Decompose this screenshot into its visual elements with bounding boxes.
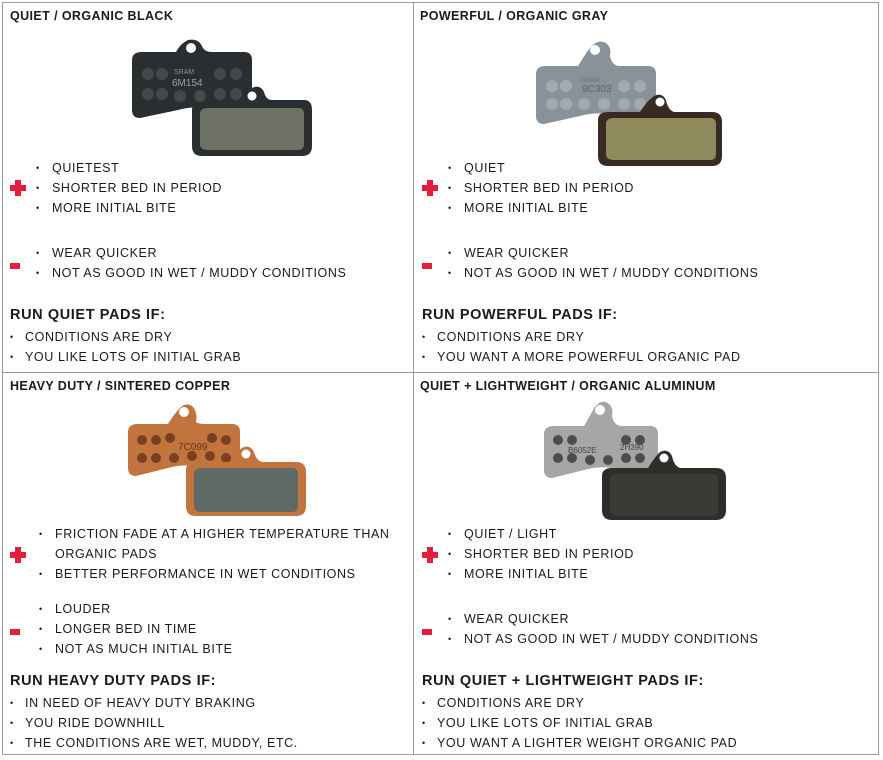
run-if-item: • CONDITIONS ARE DRY [420,693,737,713]
cons-list [448,609,758,649]
cell-title: QUIET / ORGANIC BLACK [10,9,174,23]
con-item: • WEAR QUICKER [448,243,758,263]
con-item: • NOT AS GOOD IN WET / MUDDY CONDITIONS [448,629,758,649]
pro-item: • MORE INITIAL BITE [36,198,222,218]
plus-icon [422,547,438,563]
cons-list [448,243,758,283]
run-if-list [420,327,741,367]
pad-code-secondary: B6052E [568,446,597,455]
con-item: • NOT AS GOOD IN WET / MUDDY CONDITIONS [448,263,758,283]
cell-title: QUIET + LIGHTWEIGHT / ORGANIC ALUMINUM [420,379,716,393]
cons-list [36,243,346,283]
cell-title: HEAVY DUTY / SINTERED COPPER [10,379,231,393]
pros-list [39,524,390,584]
run-if-heading: RUN HEAVY DUTY PADS IF: [10,673,217,689]
cell-title: POWERFUL / ORGANIC GRAY [420,9,609,23]
run-if-item: • YOU WANT A LIGHTER WEIGHT ORGANIC PAD [420,733,737,753]
con-item: • NOT AS GOOD IN WET / MUDDY CONDITIONS [36,263,346,283]
run-if-list [420,693,737,753]
run-if-heading: RUN QUIET PADS IF: [10,307,166,323]
pad-code: 6M154 [172,78,203,89]
minus-icon [422,263,432,269]
pro-item: • QUIET / LIGHT [448,524,634,544]
pad-code: 7C099 [178,442,208,453]
plus-icon [10,547,26,563]
pro-item: • QUIET [448,158,634,178]
brake-pad-image-black [128,38,318,160]
pros-list [448,158,634,218]
minus-icon [10,263,20,269]
pro-item: • SHORTER BED IN PERIOD [448,178,634,198]
run-if-list [8,327,241,367]
minus-icon [10,629,20,635]
pros-list [448,524,634,584]
run-if-item: • CONDITIONS ARE DRY [420,327,741,347]
con-item: • WEAR QUICKER [448,609,758,629]
pro-item: • SHORTER BED IN PERIOD [448,544,634,564]
pro-item: • MORE INITIAL BITE [448,198,634,218]
svg-text:SRAM: SRAM [174,69,195,76]
run-if-item: • YOU LIKE LOTS OF INITIAL GRAB [8,347,241,367]
column-divider [413,2,414,755]
brake-pad-image-gray [532,38,726,168]
run-if-list [8,693,298,753]
run-if-heading: RUN POWERFUL PADS IF: [422,307,618,323]
con-item: • WEAR QUICKER [36,243,346,263]
pro-item: • FRICTION FADE AT A HIGHER TEMPERATURE THAN [39,524,390,544]
run-if-item: • IN NEED OF HEAVY DUTY BRAKING [8,693,298,713]
con-item: • LOUDER [39,599,233,619]
pro-item-continuation: ORGANIC PADS [55,547,158,561]
brake-pad-image-copper [124,402,310,520]
pro-item: • MORE INITIAL BITE [448,564,634,584]
run-if-item: • THE CONDITIONS ARE WET, MUDDY, ETC. [8,733,298,753]
plus-icon [422,180,438,196]
pros-list [36,158,222,218]
pro-item: • SHORTER BED IN PERIOD [36,178,222,198]
svg-text:SRAM: SRAM [580,77,601,84]
row-divider [2,372,879,373]
run-if-heading: RUN QUIET + LIGHTWEIGHT PADS IF: [422,673,704,689]
brake-pad-image-aluminum [540,400,730,522]
run-if-item: • YOU RIDE DOWNHILL [8,713,298,733]
run-if-item: • YOU LIKE LOTS OF INITIAL GRAB [420,713,737,733]
pro-item: • QUIETEST [36,158,222,178]
plus-icon [10,180,26,196]
pad-code: 9C303 [582,84,612,95]
con-item: • LONGER BED IN TIME [39,619,233,639]
cons-list [39,599,233,659]
run-if-item: • CONDITIONS ARE DRY [8,327,241,347]
pad-code: 2H390 [620,443,644,452]
minus-icon [422,629,432,635]
pro-item: • BETTER PERFORMANCE IN WET CONDITIONS [39,564,390,584]
run-if-item: • YOU WANT A MORE POWERFUL ORGANIC PAD [420,347,741,367]
con-item: • NOT AS MUCH INITIAL BITE [39,639,233,659]
